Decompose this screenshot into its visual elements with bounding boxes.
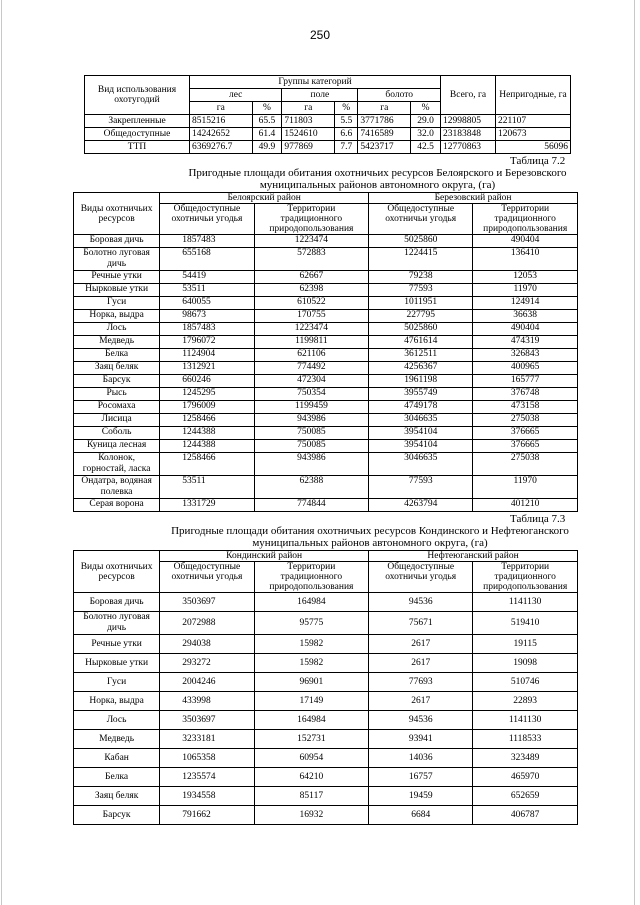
cell-value: 401210 [473, 499, 578, 512]
species-name: Серая ворона [74, 499, 160, 512]
species-name: Болотно луговая дичь [74, 248, 160, 271]
cell-total: 12998805 [441, 115, 496, 128]
table-row [74, 297, 578, 310]
species-name: Рысь [74, 388, 160, 401]
cell-f-ha: 14242652 [190, 128, 253, 141]
cell-value: 85117 [254, 787, 368, 806]
table-row [74, 768, 578, 787]
cell-value: 572883 [254, 248, 368, 271]
table-row [74, 453, 578, 476]
cell-f-ha: 6369276.7 [190, 141, 253, 154]
col-trad: Территории традиционного природопользования [254, 204, 368, 235]
cell-s-ha: 3771786 [358, 115, 411, 128]
species-name: Барсук [74, 806, 160, 825]
cell-s-ha: 5423717 [358, 141, 411, 154]
cell-value: 1934558 [160, 787, 254, 806]
table3-title: Пригодные площади обитания охотничьих ресурсов Кондинского и Нефтеюганского муниципальных районов автономного округа, (га) [171, 525, 569, 549]
cell-value: 94536 [369, 711, 473, 730]
cell-value: 60954 [254, 749, 368, 768]
table-row [74, 806, 578, 825]
cell-value: 1141130 [473, 593, 578, 612]
head-unfit: Непригодные, га [496, 76, 571, 115]
species-name: Боровая дичь [74, 593, 160, 612]
cell-f-p: 49.9 [252, 141, 282, 154]
cell-value: 1796009 [160, 401, 254, 414]
table-row [74, 336, 578, 349]
species-name: Кабан [74, 749, 160, 768]
cell-value: 64210 [254, 768, 368, 787]
cell-f-p: 61.4 [252, 128, 282, 141]
cell-value: 62388 [254, 476, 368, 499]
cell-value: 655168 [160, 248, 254, 271]
cell-value: 376665 [473, 440, 578, 453]
land-use-table [84, 75, 571, 154]
cell-value: 79238 [369, 271, 473, 284]
table-row [74, 375, 578, 388]
cell-value: 1258466 [160, 453, 254, 476]
cell-value: 490404 [473, 323, 578, 336]
cell-value: 1796072 [160, 336, 254, 349]
table-row [74, 787, 578, 806]
table-row [74, 692, 578, 711]
cell-value: 621106 [254, 349, 368, 362]
cell-value: 12053 [473, 271, 578, 284]
cell-unfit: 56096 [496, 141, 571, 154]
table-row [74, 388, 578, 401]
species-name: Барсук [74, 375, 160, 388]
cell-value: 95775 [254, 612, 368, 635]
scan-edge-left [1, 0, 2, 905]
table-row [74, 323, 578, 336]
cell-value: 3954104 [369, 440, 473, 453]
cell-value: 1199811 [254, 336, 368, 349]
unit-ha: га [190, 102, 253, 115]
district-1: Белоярский район [160, 193, 369, 204]
head-species: Виды охотничьих ресурсов [74, 551, 160, 593]
page-number: 250 [309, 28, 331, 42]
species-name: Лось [74, 323, 160, 336]
species-name: Заяц беляк [74, 787, 160, 806]
species-name: Медведь [74, 336, 160, 349]
cell-value: 53511 [160, 476, 254, 499]
cell-value: 406787 [473, 806, 578, 825]
species-name: Гуси [74, 297, 160, 310]
species-name: Куница лесная [74, 440, 160, 453]
cell-value: 473158 [473, 401, 578, 414]
cell-value: 3233181 [160, 730, 254, 749]
cell-f-ha: 8515216 [190, 115, 253, 128]
cell-value: 6684 [369, 806, 473, 825]
table-row [74, 711, 578, 730]
table-row [74, 612, 578, 635]
cell-value: 610522 [254, 297, 368, 310]
cell-value: 19459 [369, 787, 473, 806]
cell-value: 15982 [254, 635, 368, 654]
table-row [85, 141, 571, 154]
table-row [74, 654, 578, 673]
table-row [74, 427, 578, 440]
cell-value: 5025860 [369, 235, 473, 248]
cell-value: 1223474 [254, 323, 368, 336]
cell-unfit: 120673 [496, 128, 571, 141]
col-trad: Территории традиционного природопользования [473, 562, 578, 593]
cell-f-p: 65.5 [252, 115, 282, 128]
cell-fl-p: 5.5 [335, 115, 358, 128]
cell-value: 519410 [473, 612, 578, 635]
cell-value: 152731 [254, 730, 368, 749]
cell-value: 77593 [369, 284, 473, 297]
cell-value: 490404 [473, 235, 578, 248]
cell-total: 23183848 [441, 128, 496, 141]
species-name: Речные утки [74, 635, 160, 654]
cell-fl-p: 7.7 [335, 141, 358, 154]
table-row [74, 440, 578, 453]
species-name: Медведь [74, 730, 160, 749]
cell-value: 474319 [473, 336, 578, 349]
cell-value: 1124904 [160, 349, 254, 362]
table-row [85, 115, 571, 128]
cell-value: 11970 [473, 284, 578, 297]
cell-value: 3046635 [369, 414, 473, 427]
unit-pct: % [411, 102, 441, 115]
table2-title: Пригодные площади обитания охотничьих ресурсов Белоярского и Березовского муниципальных районов автономного округа, (га) [188, 167, 567, 191]
col-public: Общедоступные охотничьи угодья [160, 204, 254, 235]
cell-value: 275038 [473, 453, 578, 476]
cell-value: 1235574 [160, 768, 254, 787]
cell-value: 1312921 [160, 362, 254, 375]
cell-value: 1961198 [369, 375, 473, 388]
cell-value: 750354 [254, 388, 368, 401]
col-public: Общедоступные охотничьи угодья [369, 562, 473, 593]
head-total: Всего, га [441, 76, 496, 115]
cell-value: 1011951 [369, 297, 473, 310]
cell-name: Общедоступные [85, 128, 190, 141]
table-row [74, 349, 578, 362]
cell-value: 774844 [254, 499, 368, 512]
cell-value: 510746 [473, 673, 578, 692]
cell-value: 62398 [254, 284, 368, 297]
cell-value: 2617 [369, 635, 473, 654]
cell-s-p: 32.0 [411, 128, 441, 141]
head-groups: Группы категорий [190, 76, 441, 89]
col-public: Общедоступные охотничьи угодья [369, 204, 473, 235]
cell-value: 433998 [160, 692, 254, 711]
unit-pct: % [252, 102, 282, 115]
cell-name: ТТП [85, 141, 190, 154]
col-public: Общедоступные охотничьи угодья [160, 562, 254, 593]
species-name: Белка [74, 768, 160, 787]
cell-value: 5025860 [369, 323, 473, 336]
cell-value: 1258466 [160, 414, 254, 427]
cell-value: 16757 [369, 768, 473, 787]
cell-value: 11970 [473, 476, 578, 499]
cell-value: 62667 [254, 271, 368, 284]
table-row [74, 414, 578, 427]
unit-ha: га [358, 102, 411, 115]
table-row [74, 635, 578, 654]
district-2: Березовский район [369, 193, 578, 204]
cell-value: 2072988 [160, 612, 254, 635]
species-name: Боровая дичь [74, 235, 160, 248]
district-1: Кондинский район [160, 551, 369, 562]
table-row [74, 362, 578, 375]
cell-value: 96901 [254, 673, 368, 692]
cell-value: 1244388 [160, 440, 254, 453]
cell-value: 94536 [369, 593, 473, 612]
species-name: Соболь [74, 427, 160, 440]
table-row [74, 284, 578, 297]
cell-value: 4761614 [369, 336, 473, 349]
cell-value: 1065358 [160, 749, 254, 768]
cell-value: 275038 [473, 414, 578, 427]
unit-ha: га [282, 102, 335, 115]
cell-value: 4263794 [369, 499, 473, 512]
cell-value: 2004246 [160, 673, 254, 692]
cell-fl-ha: 977869 [282, 141, 335, 154]
cell-s-p: 42.5 [411, 141, 441, 154]
species-name: Норка, выдра [74, 310, 160, 323]
cell-value: 1857483 [160, 235, 254, 248]
cell-value: 3503697 [160, 711, 254, 730]
cell-value: 750085 [254, 427, 368, 440]
species-name: Белка [74, 349, 160, 362]
cell-value: 1223474 [254, 235, 368, 248]
cell-s-p: 29.0 [411, 115, 441, 128]
cell-value: 3955749 [369, 388, 473, 401]
cell-value: 1199459 [254, 401, 368, 414]
species-name: Лисица [74, 414, 160, 427]
species-name: Ондатра, водяная полевка [74, 476, 160, 499]
cell-fl-p: 6.6 [335, 128, 358, 141]
head-field: поле [282, 89, 358, 102]
cell-fl-ha: 711803 [282, 115, 335, 128]
species-name: Речные утки [74, 271, 160, 284]
table-row [74, 593, 578, 612]
cell-value: 4256367 [369, 362, 473, 375]
cell-value: 640055 [160, 297, 254, 310]
cell-value: 774492 [254, 362, 368, 375]
belo-berezovo-table [73, 192, 578, 512]
table-row [74, 310, 578, 323]
cell-value: 3954104 [369, 427, 473, 440]
cell-value: 136410 [473, 248, 578, 271]
table-row [74, 271, 578, 284]
cell-value: 376748 [473, 388, 578, 401]
cell-value: 170755 [254, 310, 368, 323]
cell-value: 791662 [160, 806, 254, 825]
cell-value: 77593 [369, 476, 473, 499]
cell-value: 1331729 [160, 499, 254, 512]
cell-value: 3612511 [369, 349, 473, 362]
cell-value: 2617 [369, 654, 473, 673]
cell-s-ha: 7416589 [358, 128, 411, 141]
cell-value: 943986 [254, 414, 368, 427]
cell-value: 376665 [473, 427, 578, 440]
cell-value: 17149 [254, 692, 368, 711]
species-name: Норка, выдра [74, 692, 160, 711]
table-row [74, 401, 578, 414]
cell-value: 1245295 [160, 388, 254, 401]
cell-value: 293272 [160, 654, 254, 673]
species-name: Нырковые утки [74, 654, 160, 673]
head-use: Вид использования охотугодий [85, 76, 190, 115]
cell-value: 19098 [473, 654, 578, 673]
cell-value: 19115 [473, 635, 578, 654]
head-forest: лес [190, 89, 282, 102]
cell-value: 77693 [369, 673, 473, 692]
table-row [74, 248, 578, 271]
cell-unfit: 221107 [496, 115, 571, 128]
cell-value: 1224415 [369, 248, 473, 271]
species-name: Гуси [74, 673, 160, 692]
unit-pct: % [335, 102, 358, 115]
cell-name: Закрепленные [85, 115, 190, 128]
cell-value: 472304 [254, 375, 368, 388]
col-trad: Территории традиционного природопользования [473, 204, 578, 235]
konda-nefteyugansk-table [73, 550, 578, 825]
cell-value: 1857483 [160, 323, 254, 336]
cell-value: 323489 [473, 749, 578, 768]
table-row [74, 476, 578, 499]
cell-value: 75671 [369, 612, 473, 635]
table-row [74, 235, 578, 248]
cell-value: 124914 [473, 297, 578, 310]
cell-value: 943986 [254, 453, 368, 476]
cell-value: 98673 [160, 310, 254, 323]
cell-value: 14036 [369, 749, 473, 768]
cell-value: 4749178 [369, 401, 473, 414]
cell-value: 660246 [160, 375, 254, 388]
species-name: Нырковые утки [74, 284, 160, 297]
head-species: Виды охотничьих ресурсов [74, 193, 160, 235]
cell-value: 2617 [369, 692, 473, 711]
cell-total: 12770863 [441, 141, 496, 154]
cell-value: 36638 [473, 310, 578, 323]
table-row [74, 499, 578, 512]
cell-value: 164984 [254, 593, 368, 612]
cell-value: 16932 [254, 806, 368, 825]
cell-value: 53511 [160, 284, 254, 297]
cell-value: 227795 [369, 310, 473, 323]
table-row [85, 128, 571, 141]
species-name: Заяц беляк [74, 362, 160, 375]
cell-value: 1118533 [473, 730, 578, 749]
cell-value: 400965 [473, 362, 578, 375]
cell-value: 1141130 [473, 711, 578, 730]
cell-value: 54419 [160, 271, 254, 284]
species-name: Болотно луговая дичь [74, 612, 160, 635]
head-swamp: болото [358, 89, 441, 102]
cell-fl-ha: 1524610 [282, 128, 335, 141]
cell-value: 93941 [369, 730, 473, 749]
cell-value: 22893 [473, 692, 578, 711]
species-name: Росомаха [74, 401, 160, 414]
cell-value: 294038 [160, 635, 254, 654]
col-trad: Территории традиционного природопользования [254, 562, 368, 593]
cell-value: 750085 [254, 440, 368, 453]
cell-value: 3046635 [369, 453, 473, 476]
cell-value: 15982 [254, 654, 368, 673]
table-row [74, 730, 578, 749]
cell-value: 652659 [473, 787, 578, 806]
table-row [74, 673, 578, 692]
table-row [74, 749, 578, 768]
cell-value: 465970 [473, 768, 578, 787]
species-name: Колонок, горностай, ласка [74, 453, 160, 476]
scan-edge-right [634, 0, 635, 905]
cell-value: 1244388 [160, 427, 254, 440]
table3-number: Таблица 7.3 [510, 513, 566, 525]
species-name: Лось [74, 711, 160, 730]
cell-value: 165777 [473, 375, 578, 388]
cell-value: 3503697 [160, 593, 254, 612]
district-2: Нефтеюганский район [369, 551, 578, 562]
table2-number: Таблица 7.2 [510, 155, 566, 167]
cell-value: 326843 [473, 349, 578, 362]
cell-value: 164984 [254, 711, 368, 730]
